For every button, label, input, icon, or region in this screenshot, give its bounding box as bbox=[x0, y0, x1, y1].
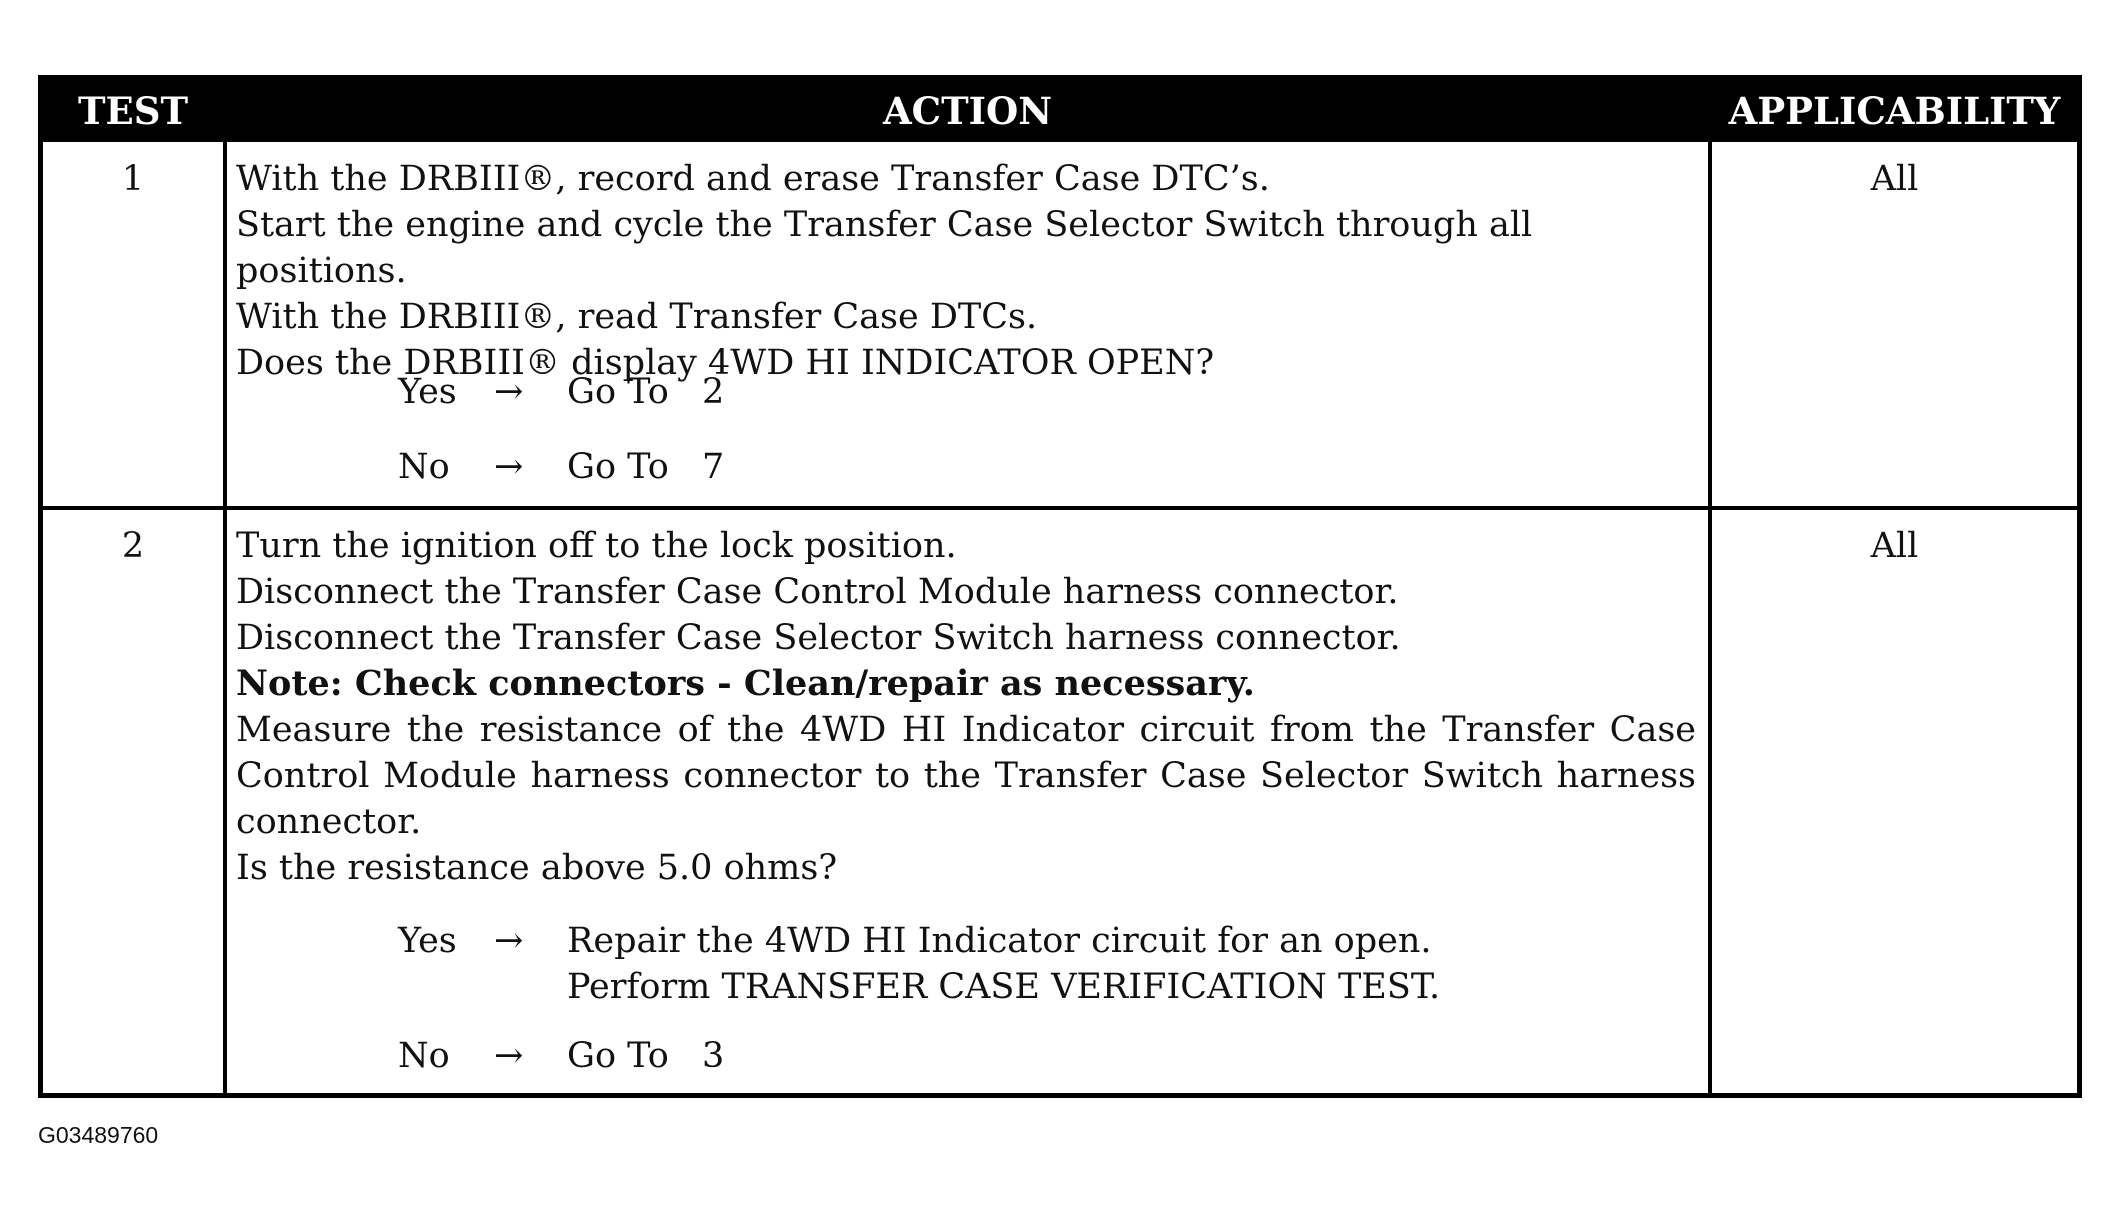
goto-text: Go To bbox=[567, 1036, 669, 1076]
branch-label: No bbox=[398, 1036, 450, 1076]
column-divider bbox=[223, 142, 227, 1093]
diagnostic-test-table bbox=[38, 75, 2082, 1098]
figure-id-caption: G03489760 bbox=[38, 1122, 159, 1148]
step-text: Disconnect the Transfer Case Control Module harness connector. bbox=[236, 572, 1399, 612]
header-action: ACTION bbox=[882, 89, 1053, 133]
step-text: Start the engine and cycle the Transfer Case Selector Switch through all positions. bbox=[236, 205, 1533, 291]
branch-yes-1 bbox=[398, 369, 724, 415]
test-number-2: 2 bbox=[121, 526, 145, 566]
arrow-icon: → bbox=[494, 921, 524, 961]
header-applicability: APPLICABILITY bbox=[1728, 89, 2061, 133]
result-line: Perform TRANSFER CASE VERIFICATION TEST. bbox=[567, 967, 1441, 1007]
table-header bbox=[43, 80, 2077, 142]
applicability-2: All bbox=[1870, 526, 1919, 566]
goto-text: Go To bbox=[567, 372, 669, 412]
header-test: TEST bbox=[78, 89, 188, 133]
branch-label: Yes bbox=[398, 921, 457, 961]
goto-target: 2 bbox=[702, 372, 725, 412]
step-text: Disconnect the Transfer Case Selector Switch harness connector. bbox=[236, 618, 1401, 658]
step-text: With the DRBIII®, record and erase Transfer Case DTC’s. bbox=[236, 159, 1270, 199]
goto-text: Go To bbox=[567, 447, 669, 487]
goto-target: 7 bbox=[702, 447, 725, 487]
result-line: Repair the 4WD HI Indicator circuit for an open. bbox=[567, 921, 1432, 961]
note-text: Note: Check connectors - Clean/repair as necessary. bbox=[236, 663, 1255, 704]
measure-text: Measure the resistance of the 4WD HI Indicator circuit from the Transfer Case Control Module harness connector to the Transfer Case Selector Switch harness connector. bbox=[236, 710, 1696, 842]
branch-result bbox=[567, 918, 1440, 1010]
branch-no-1 bbox=[398, 444, 724, 490]
step-text: Turn the ignition off to the lock position. bbox=[236, 526, 957, 566]
branch-label: Yes bbox=[398, 372, 457, 412]
goto-target: 3 bbox=[702, 1036, 725, 1076]
applicability-1: All bbox=[1870, 159, 1919, 199]
branch-yes-2 bbox=[398, 918, 1440, 1010]
column-divider bbox=[1708, 142, 1712, 1093]
question-text: Is the resistance above 5.0 ohms? bbox=[236, 848, 838, 888]
arrow-icon: → bbox=[494, 372, 524, 412]
step-text: Does the DRBIII® display 4WD HI INDICATOR OPEN? bbox=[236, 343, 1215, 383]
arrow-icon: → bbox=[494, 1036, 524, 1076]
branch-label: No bbox=[398, 447, 450, 487]
action-steps-2 bbox=[236, 523, 1696, 891]
step-text: With the DRBIII®, read Transfer Case DTCs. bbox=[236, 297, 1038, 337]
branch-no-2 bbox=[398, 1033, 724, 1079]
row-divider bbox=[43, 506, 2077, 510]
test-number-1: 1 bbox=[121, 159, 145, 199]
action-steps-1 bbox=[236, 156, 1696, 386]
arrow-icon: → bbox=[494, 447, 524, 487]
